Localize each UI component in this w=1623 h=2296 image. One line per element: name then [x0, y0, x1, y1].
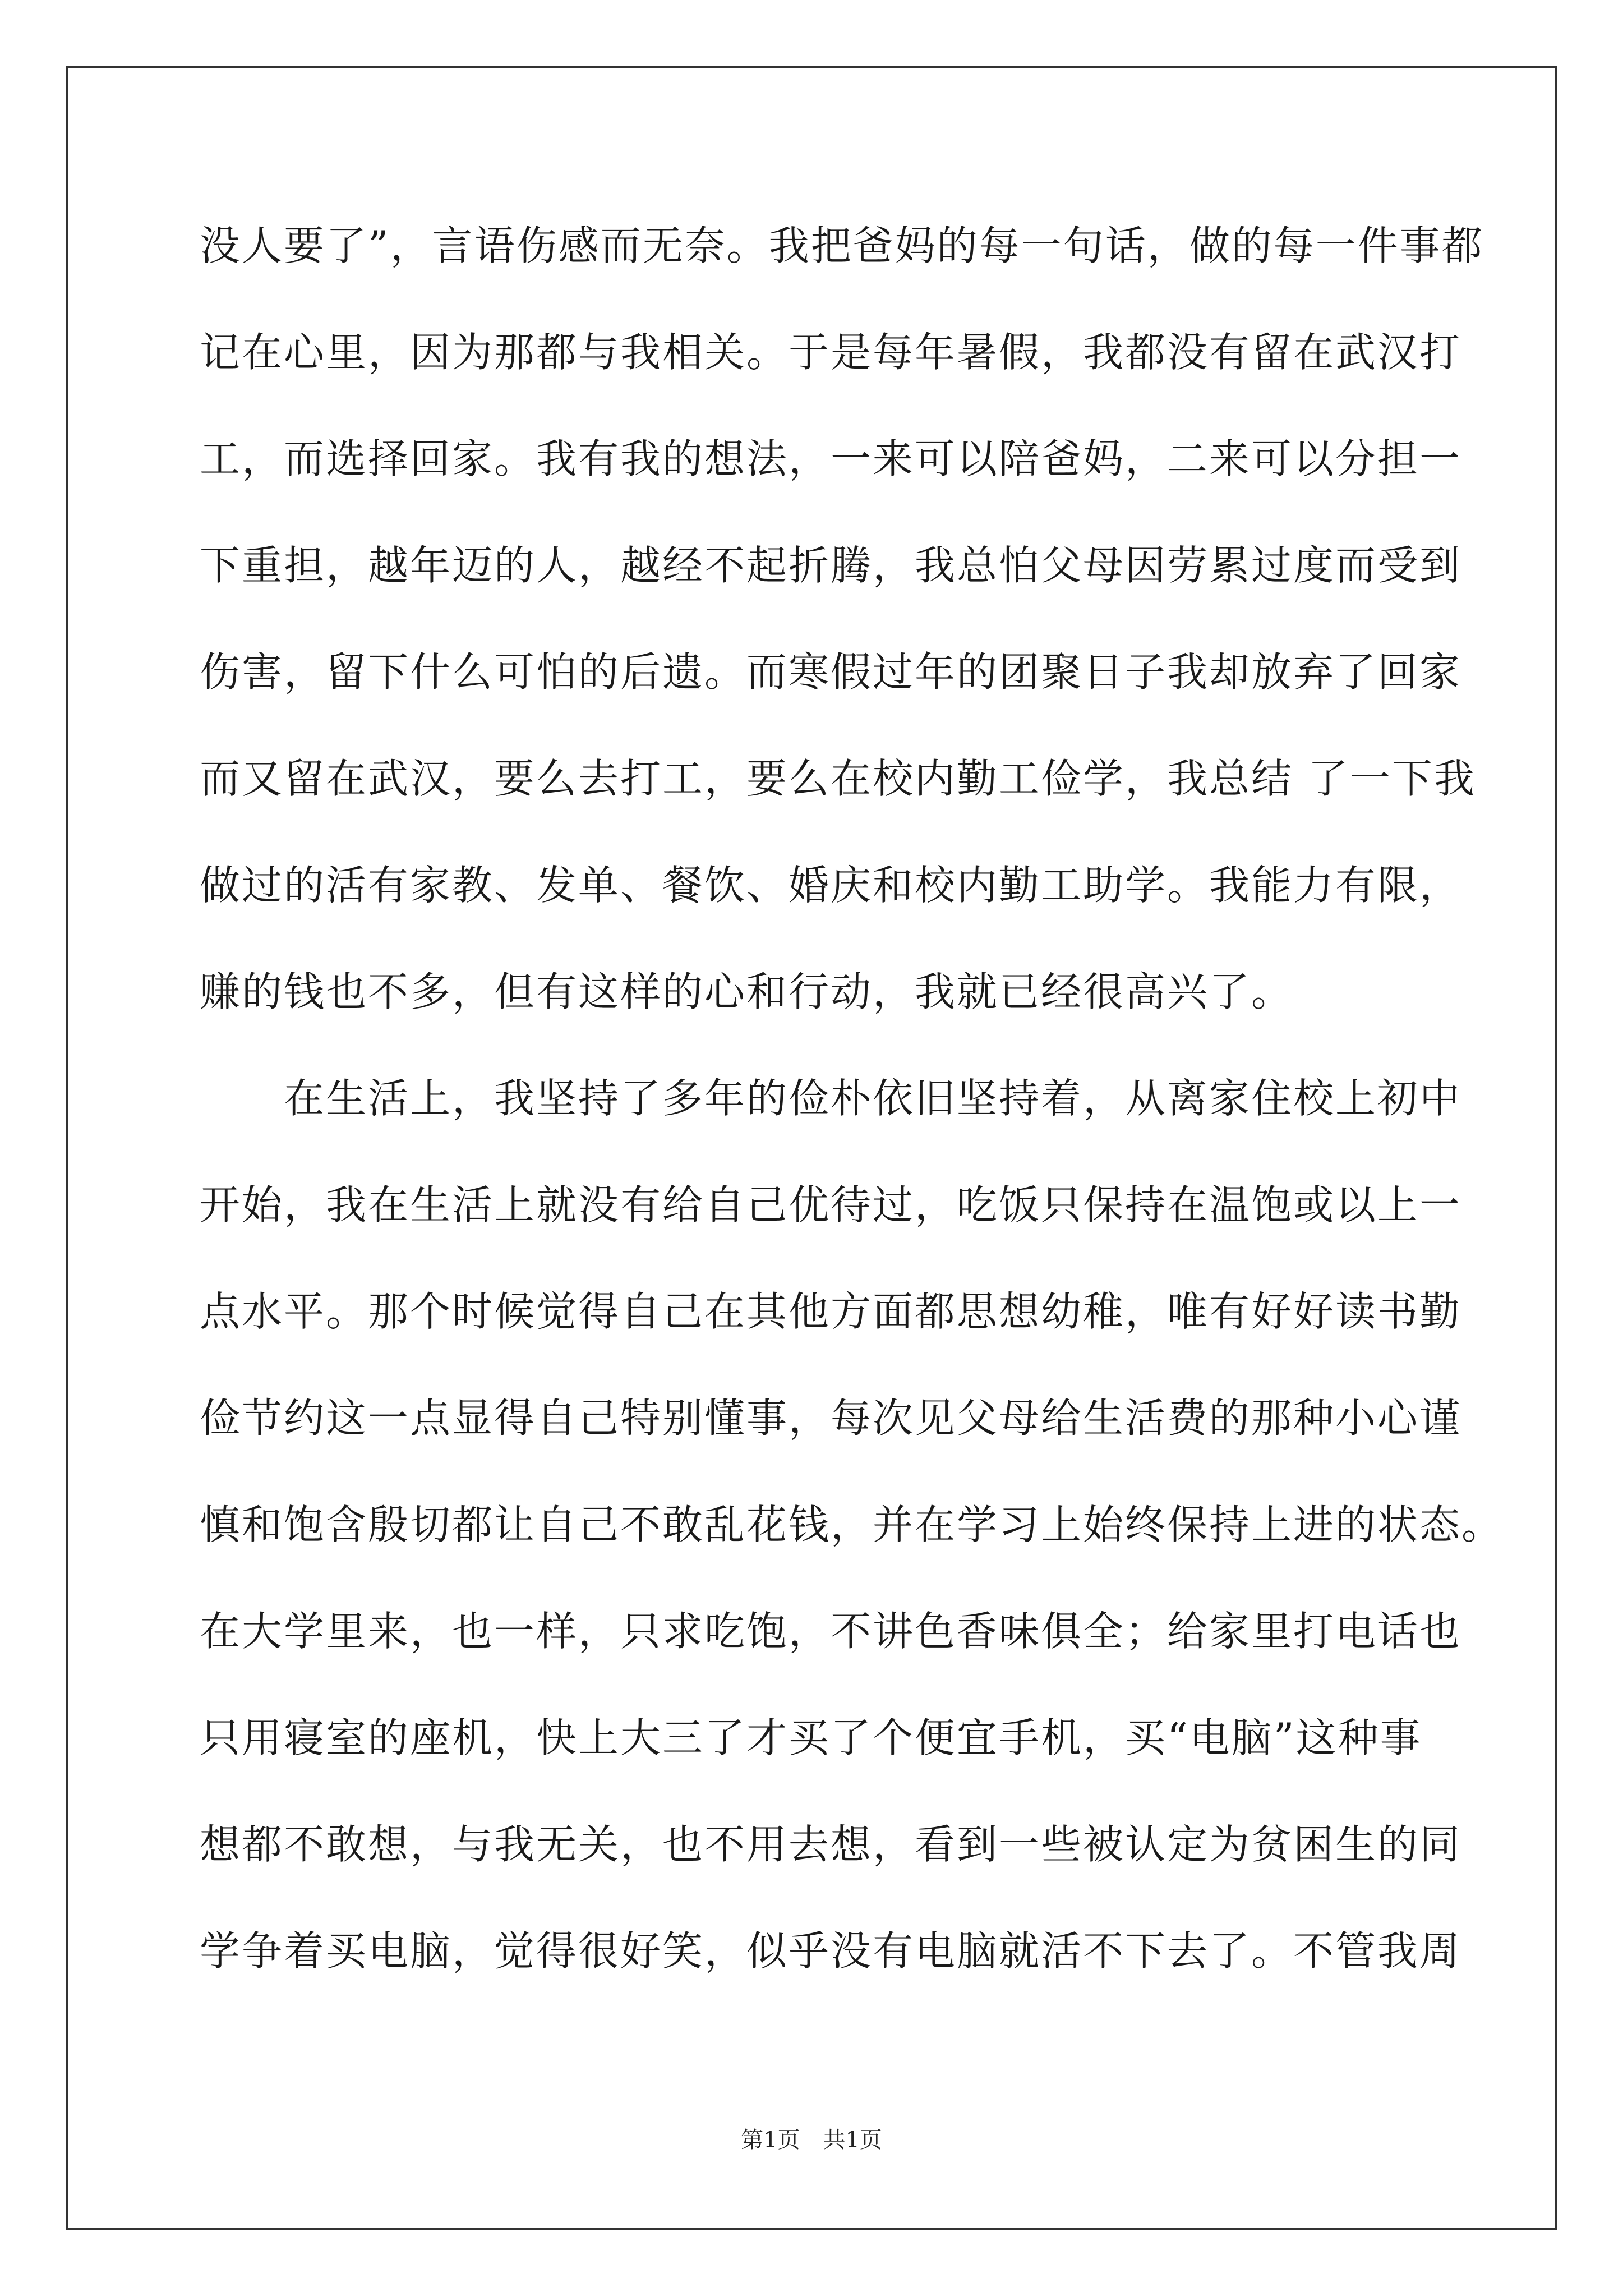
text-line: 俭节约这一点显得自己特别懂事，每次见父母给生活费的那种小心谨	[200, 1395, 1462, 1442]
text-line: 赚的钱也不多，但有这样的心和行动，我就已经很高兴了。	[200, 968, 1294, 1015]
text-line: 做过的活有家教、发单、餐饮、婚庆和校内勤工助学。我能力有限，	[200, 862, 1462, 909]
document-body	[200, 219, 1504, 2031]
text-line: 而又留在武汉，要么去打工，要么在校内勤工俭学，我总结 了一下我	[200, 755, 1476, 802]
text-line: 记在心里，因为那都与我相关。于是每年暑假，我都没有留在武汉打	[200, 329, 1462, 376]
text-line: 在大学里来，也一样，只求吃饱，不讲色香味俱全；给家里打电话也	[200, 1608, 1462, 1655]
text-line: 工，而选择回家。我有我的想法，一来可以陪爸妈，二来可以分担一	[200, 435, 1462, 482]
page-number: 第1页	[741, 2127, 800, 2153]
page-count: 共1页	[823, 2127, 882, 2153]
text-line: 开始，我在生活上就没有给自己优待过，吃饭只保持在温饱或以上一	[200, 1181, 1462, 1228]
text-line: 想都不敢想，与我无关，也不用去想，看到一些被认定为贫困生的同	[200, 1821, 1462, 1868]
text-line: 只用寝室的座机，快上大三了才买了个便宜手机，买“电脑”这种事	[200, 1714, 1422, 1761]
page-footer	[0, 2126, 1623, 2154]
text-line: 伤害，留下什么可怕的后遗。而寒假过年的团聚日子我却放弃了回家	[200, 648, 1462, 696]
text-line: 慎和饱含殷切都让自己不敢乱花钱，并在学习上始终保持上进的状态。	[200, 1501, 1504, 1548]
text-line: 没人要了”，言语伤感而无奈。我把爸妈的每一句话，做的每一件事都	[200, 222, 1484, 269]
text-line: 学争着买电脑，觉得很好笑，似乎没有电脑就活不下去了。不管我周	[200, 1927, 1462, 1975]
text-line: 在生活上，我坚持了多年的俭朴依旧坚持着，从离家住校上初中	[200, 1075, 1462, 1122]
text-line: 点水平。那个时候觉得自己在其他方面都思想幼稚，唯有好好读书勤	[200, 1288, 1462, 1335]
text-line: 下重担，越年迈的人，越经不起折腾，我总怕父母因劳累过度而受到	[200, 542, 1462, 589]
